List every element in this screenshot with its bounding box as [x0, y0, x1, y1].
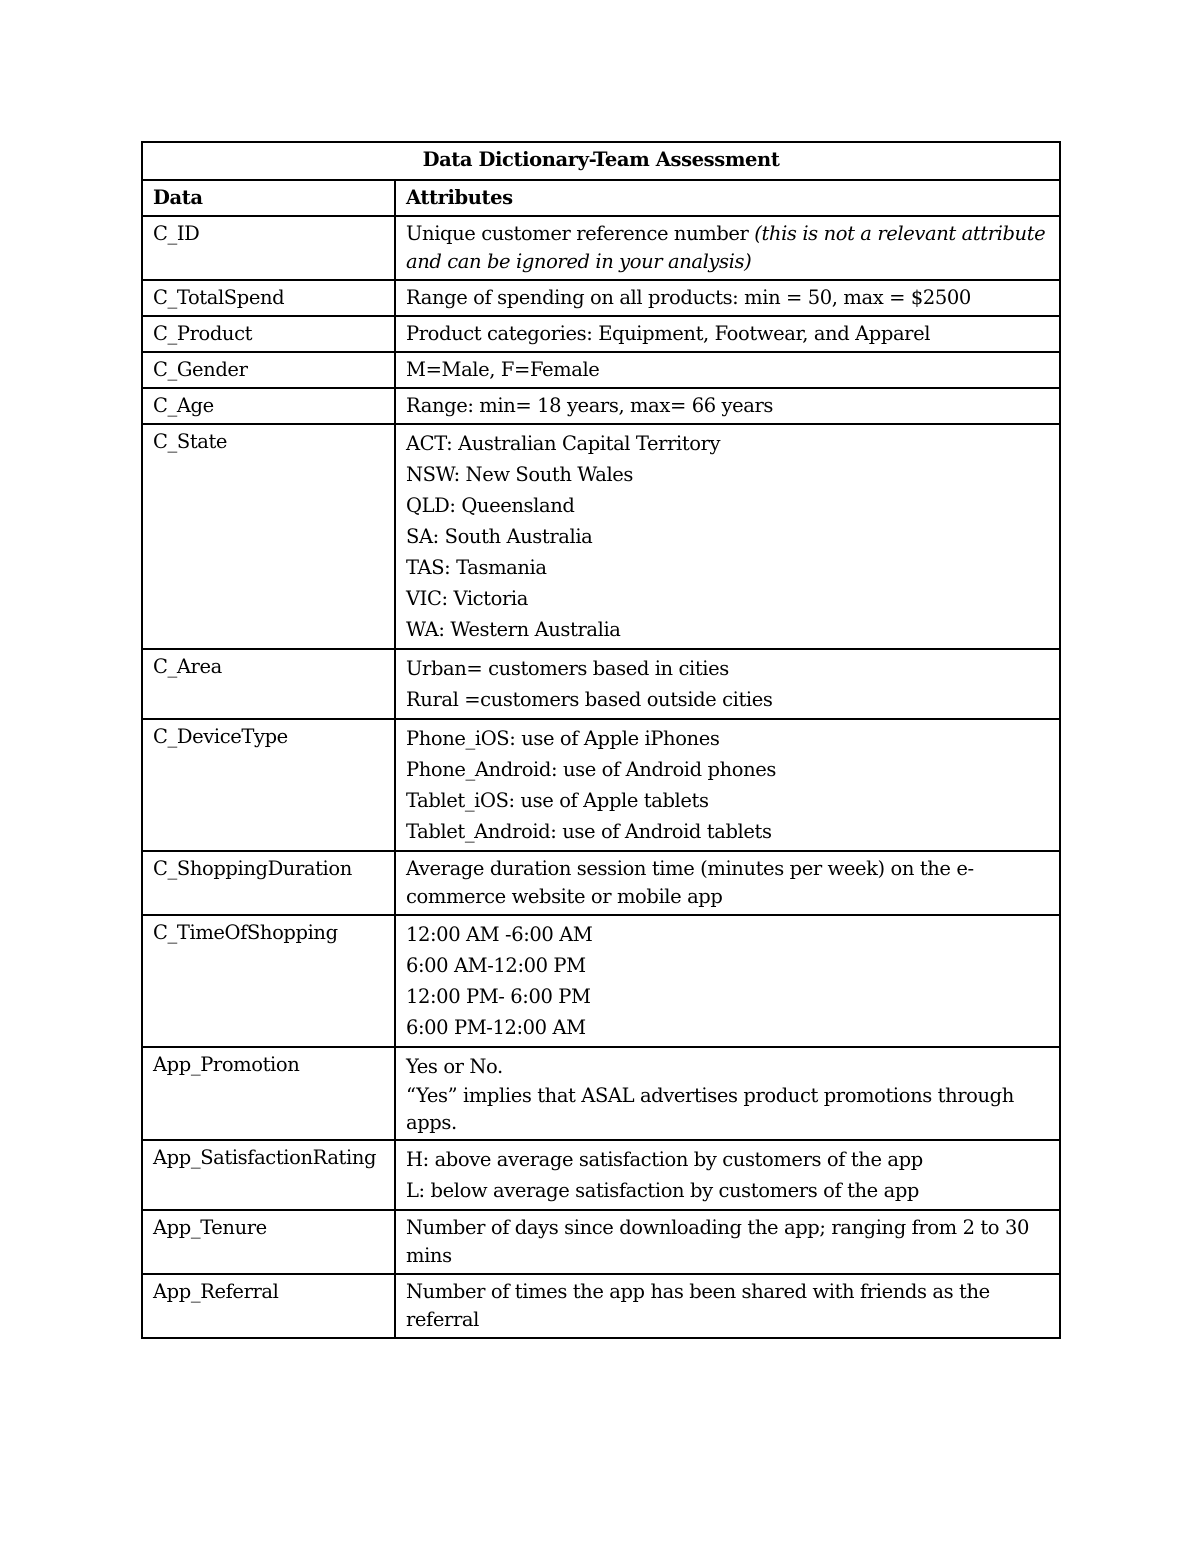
field-name: C_ShoppingDuration — [142, 851, 395, 915]
table-row — [142, 352, 1060, 388]
attribute-line: 6:00 AM-12:00 PM — [406, 954, 586, 977]
field-name: App_Promotion — [142, 1047, 395, 1140]
table-row — [142, 424, 1060, 649]
attribute-line: H: above average satisfaction by customers of the app — [406, 1148, 923, 1171]
attribute-line: QLD: Queensland — [406, 494, 575, 517]
table-row — [142, 280, 1060, 316]
table-row — [142, 1274, 1060, 1338]
attribute-line: WA: Western Australia — [406, 618, 621, 641]
field-name: C_TimeOfShopping — [142, 915, 395, 1047]
field-attributes — [395, 1140, 1060, 1210]
table-row — [142, 851, 1060, 915]
attribute-line: TAS: Tasmania — [406, 556, 547, 579]
attribute-line: 12:00 PM- 6:00 PM — [406, 985, 591, 1008]
field-name: App_Tenure — [142, 1210, 395, 1274]
title-row — [142, 142, 1060, 180]
field-attributes — [395, 719, 1060, 851]
table-row — [142, 388, 1060, 424]
field-attributes: Range of spending on all products: min = 50, max = $2500 — [395, 280, 1060, 316]
attribute-line: 12:00 AM -6:00 AM — [406, 923, 593, 946]
field-attributes — [395, 216, 1060, 280]
field-attributes — [395, 915, 1060, 1047]
field-name: C_TotalSpend — [142, 280, 395, 316]
attribute-text: Unique customer reference number — [406, 222, 755, 245]
field-name: C_Gender — [142, 352, 395, 388]
table-row — [142, 316, 1060, 352]
attribute-line: SA: South Australia — [406, 525, 593, 548]
table-row — [142, 915, 1060, 1047]
attribute-line: Yes or No. — [406, 1055, 503, 1078]
table-row — [142, 1140, 1060, 1210]
field-name: C_DeviceType — [142, 719, 395, 851]
table-row — [142, 216, 1060, 280]
field-attributes — [395, 649, 1060, 719]
attribute-line: VIC: Victoria — [406, 587, 528, 610]
field-name: C_Product — [142, 316, 395, 352]
attribute-line: Tablet_iOS: use of Apple tablets — [406, 789, 709, 812]
field-attributes — [395, 1047, 1060, 1140]
field-name: C_State — [142, 424, 395, 649]
table-title: Data Dictionary-Team Assessment — [142, 142, 1060, 180]
attribute-line: ACT: Australian Capital Territory — [406, 432, 721, 455]
attribute-line: 6:00 PM-12:00 AM — [406, 1016, 586, 1039]
table-row — [142, 1210, 1060, 1274]
attribute-line: Phone_iOS: use of Apple iPhones — [406, 727, 720, 750]
field-attributes: Average duration session time (minutes per week) on the e-commerce website or mobile app — [395, 851, 1060, 915]
field-attributes: Range: min= 18 years, max= 66 years — [395, 388, 1060, 424]
attribute-line: Urban= customers based in cities — [406, 657, 729, 680]
attribute-line: Rural =customers based outside cities — [406, 688, 773, 711]
field-attributes: Number of days since downloading the app; ranging from 2 to 30 mins — [395, 1210, 1060, 1274]
table-row — [142, 719, 1060, 851]
field-name: C_ID — [142, 216, 395, 280]
table-row — [142, 1047, 1060, 1140]
data-dictionary-table — [141, 141, 1061, 1339]
attribute-line: NSW: New South Wales — [406, 463, 634, 486]
header-data: Data — [142, 180, 395, 216]
attribute-line: Tablet_Android: use of Android tablets — [406, 820, 772, 843]
attribute-line: L: below average satisfaction by customers of the app — [406, 1179, 920, 1202]
header-attributes: Attributes — [395, 180, 1060, 216]
field-name: C_Area — [142, 649, 395, 719]
attribute-line: “Yes” implies that ASAL advertises product promotions through apps. — [406, 1084, 1014, 1134]
header-row — [142, 180, 1060, 216]
field-name: App_Referral — [142, 1274, 395, 1338]
field-name: App_SatisfactionRating — [142, 1140, 395, 1210]
field-name: C_Age — [142, 388, 395, 424]
attribute-note: (this is not a relevant attribute and can be ignored in your analysis) — [406, 222, 1046, 273]
field-attributes: Number of times the app has been shared with friends as the referral — [395, 1274, 1060, 1338]
field-attributes: M=Male, F=Female — [395, 352, 1060, 388]
table-row — [142, 649, 1060, 719]
attribute-line: Phone_Android: use of Android phones — [406, 758, 776, 781]
field-attributes: Product categories: Equipment, Footwear, and Apparel — [395, 316, 1060, 352]
field-attributes — [395, 424, 1060, 649]
